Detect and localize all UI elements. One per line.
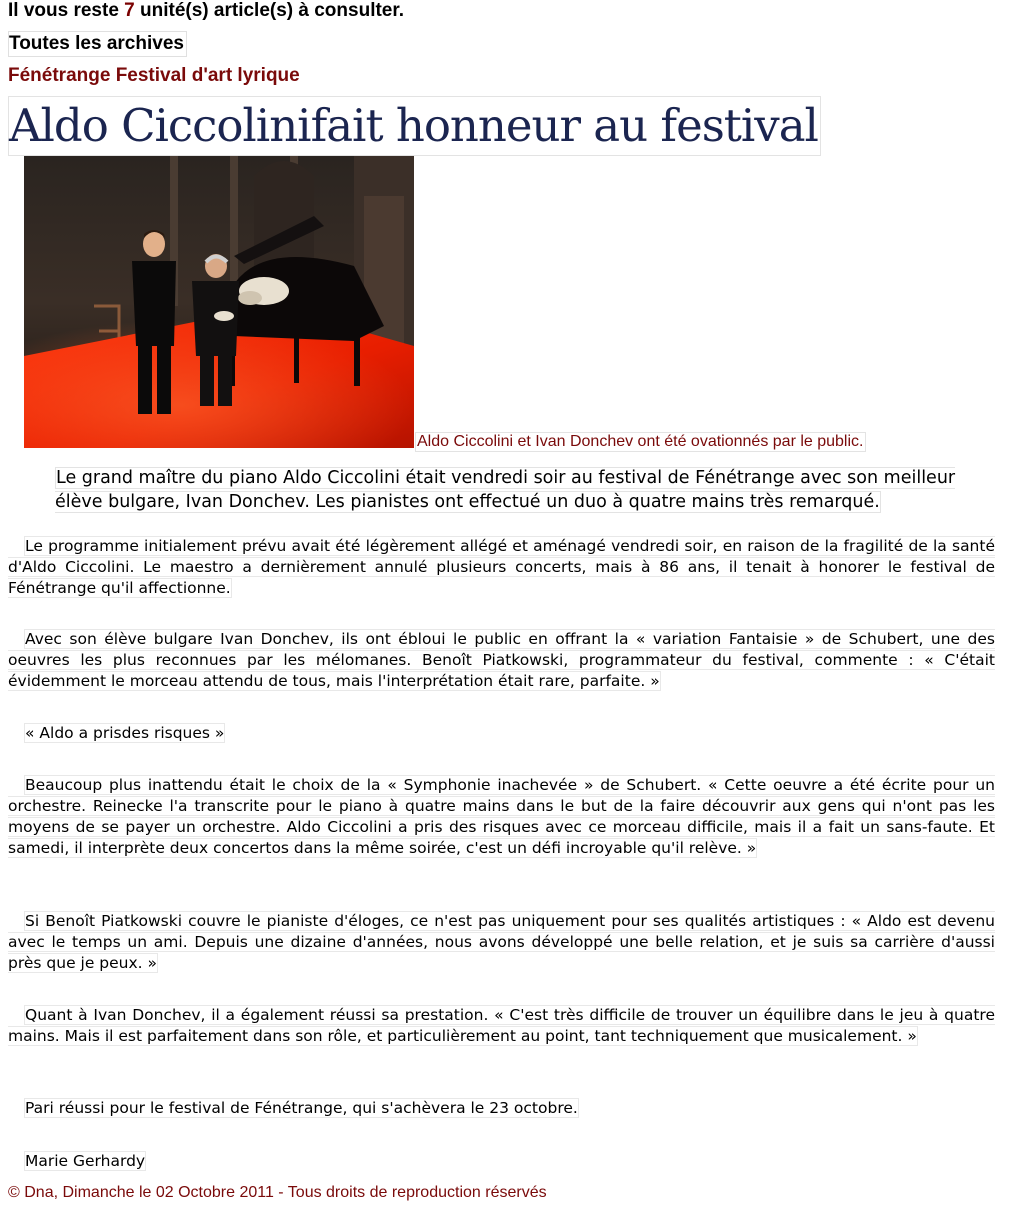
subheading-text: « Aldo a prisdes risques »	[25, 724, 225, 742]
remaining-count: 7	[124, 0, 135, 21]
article-paragraph-1	[8, 536, 995, 599]
paragraph-text: Quant à Ivan Donchev, il a également réussi sa prestation. « C'est très difficile de trouver un équilibre dans le jeu à quatre mains. Mais il est parfaitement dans son rôle, et particulièrement au point, tant techniquement que musicalement. »	[8, 1006, 995, 1045]
article-headline: Aldo Ciccolinifait honneur au festival	[8, 96, 821, 156]
article-paragraph-6	[8, 1098, 995, 1119]
article-author	[8, 1151, 995, 1172]
article-paragraph-5	[8, 1005, 995, 1047]
paragraph-text: Beaucoup plus inattendu était le choix de la « Symphonie inachevée » de Schubert. « Cette oeuvre a été écrite pour un orchestre. Reinecke l'a transcrite pour le piano à quatre mains dans le but de la faire découvrir aux gens qui n'ont pas les moyens de se payer un orchestre. Aldo Ciccolini a pris des risques avec ce morceau difficile, mais il a fait un sans-faute. Et samedi, il interprète deux concertos dans la même soirée, c'est un défi incroyable qu'il relève. »	[8, 776, 995, 857]
article-kicker: Fénétrange Festival d'art lyrique	[8, 65, 300, 86]
paragraph-text: Pari réussi pour le festival de Fénétrange, qui s'achèvera le 23 octobre.	[25, 1099, 578, 1117]
article-lead-text: Le grand maître du piano Aldo Ciccolini était vendredi soir au festival de Fénétrange avec son meilleur élève bulgare, Ivan Donchev. Les pianistes ont effectué un duo à quatre mains très remarqué.	[55, 468, 956, 512]
article-subheading	[8, 723, 995, 744]
author-name: Marie Gerhardy	[25, 1152, 146, 1170]
article-paragraph-4	[8, 911, 995, 974]
photo-caption: Aldo Ciccolini et Ivan Donchev ont été ovationnés par le public.	[415, 432, 866, 452]
copyright-notice: © Dna, Dimanche le 02 Octobre 2011 - Tous droits de reproduction réservés	[8, 1184, 547, 1201]
remaining-articles-notice	[8, 0, 404, 22]
article-paragraph-3	[8, 775, 995, 859]
paragraph-text: Le programme initialement prévu avait été légèrement allégé et aménagé vendredi soir, en raison de la fragilité de la santé d'Aldo Ciccolini. Le maestro a dernièrement annulé plusieurs concerts, mais à 86 ans, il tenait à honorer le festival de Fénétrange qu'il affectionne.	[8, 537, 995, 597]
remaining-prefix: Il vous reste	[8, 0, 125, 21]
article-lead	[55, 466, 994, 514]
article-photo	[24, 156, 414, 448]
article-paragraph-2	[8, 629, 995, 692]
remaining-suffix: unité(s) article(s) à consulter.	[134, 0, 404, 21]
paragraph-text: Si Benoît Piatkowski couvre le pianiste d'éloges, ce n'est pas uniquement pour ses qualités artistiques : « Aldo est devenu avec le temps un ami. Depuis une dizaine d'années, nous avons développé une belle relation, et je suis sa carrière d'aussi près que je peux. »	[8, 912, 995, 972]
all-archives-link[interactable]: Toutes les archives	[8, 31, 187, 57]
concert-photo-illustration	[24, 156, 414, 448]
paragraph-text: Avec son élève bulgare Ivan Donchev, ils ont ébloui le public en offrant la « variation Fantaisie » de Schubert, une des oeuvres les plus reconnues par les mélomanes. Benoît Piatkowski, programmateur du festival, commente : « C'était évidemment le morceau attendu de tous, mais l'interprétation était rare, parfaite. »	[8, 630, 995, 690]
